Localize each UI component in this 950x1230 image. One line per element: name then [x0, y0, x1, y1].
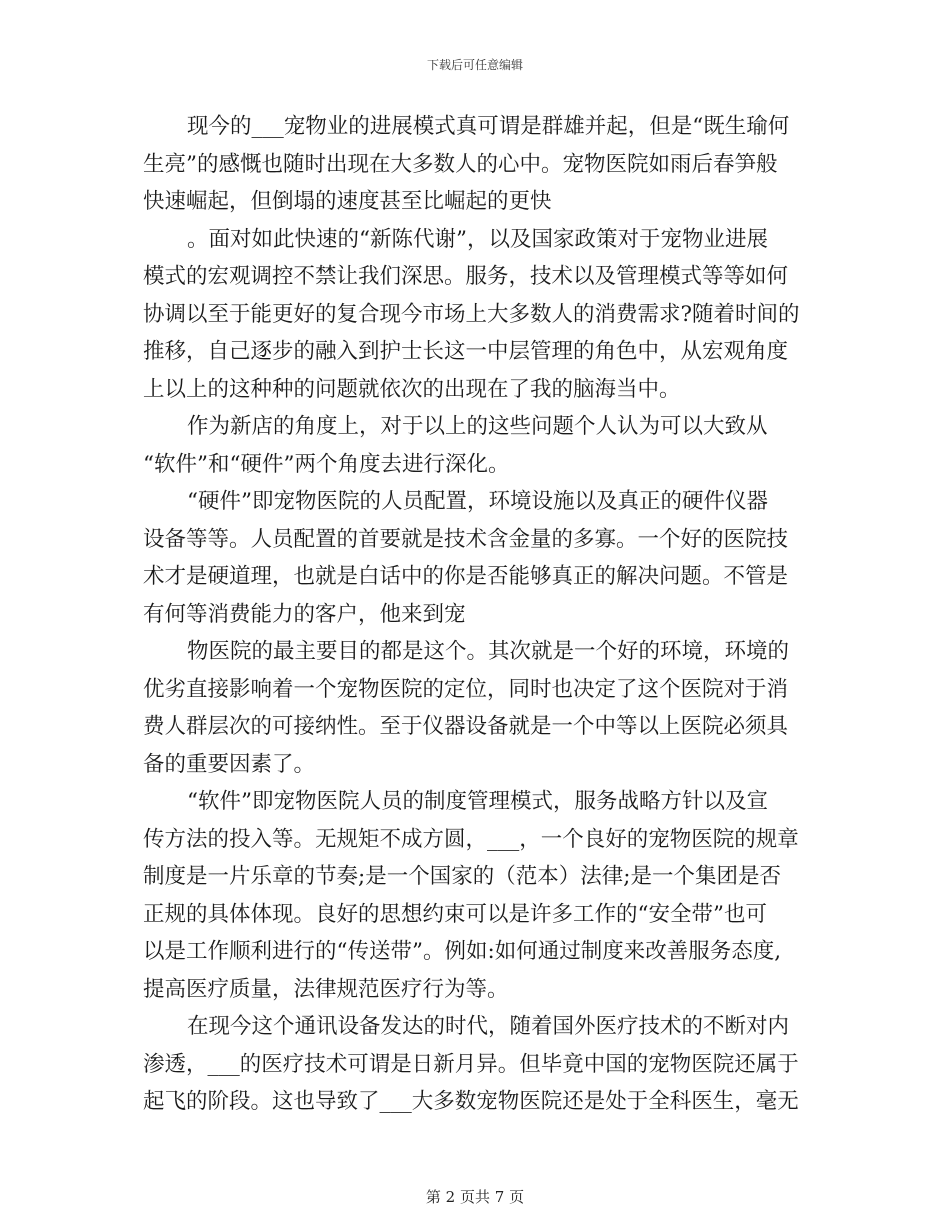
- text-line: 协调以至于能更好的复合现今市场上大多数人的消费需求?随着时间的: [143, 301, 800, 327]
- text-line: “软件”即宠物医院人员的制度管理模式，服务战略方针以及宣: [187, 789, 768, 814]
- text-line: 有何等消费能力的客户，他来到宠: [143, 601, 466, 627]
- text-line: 物医院的最主要目的都是这个。其次就是一个好的环境，环境的: [187, 639, 790, 664]
- text-line: 以是工作顺利进行的“传送带”。例如:如何通过制度来改善服务态度,: [143, 939, 782, 964]
- text-line: 快速崛起，但倒塌的速度甚至比崛起的更快: [143, 189, 552, 214]
- text-line: 生亮”的感慨也随时出现在大多数人的心中。宠物医院如雨后春笋般: [143, 151, 778, 177]
- text-line: 设备等等。人员配置的首要就是技术含金量的多寡。一个好的医院技: [143, 526, 789, 552]
- body-text: [143, 108, 823, 1121]
- text-line: 现今的___宠物业的进展模式真可谓是群雄并起，但是“既生瑜何: [187, 114, 790, 139]
- text-line: 费人群层次的可接纳性。至于仪器设备就是一个中等以上医院必须具: [143, 714, 789, 739]
- text-line: 。面对如此快速的“新陈代谢”，以及国家政策对于宠物业进展: [187, 226, 768, 252]
- text-line: 制度是一片乐章的节奏;是一个国家的（范本）法律;是一个集团是否: [143, 864, 781, 889]
- text-line: 模式的宏观调控不禁让我们深思。服务，技术以及管理模式等等如何: [143, 264, 789, 289]
- text-line: “硬件”即宠物医院的人员配置，环境设施以及真正的硬件仪器: [187, 489, 768, 514]
- page-footer: 第 2 页共 7 页: [425, 1188, 525, 1206]
- text-line: 上以上的这种种的问题就依次的出现在了我的脑海当中。: [143, 376, 681, 402]
- text-line: 优劣直接影响着一个宠物医院的定位，同时也决定了这个医院对于消: [143, 676, 789, 702]
- text-line: “软件”和“硬件”两个角度去进行深化。: [143, 451, 510, 477]
- text-line: 传方法的投入等。无规矩不成方圆，___，一个良好的宠物医院的规章: [143, 826, 799, 852]
- page-header: 下载后可任意编辑: [426, 58, 523, 72]
- text-line: 渗透，___的医疗技术可谓是日新月异。但毕竟中国的宠物医院还属于: [143, 1051, 799, 1077]
- text-line: 作为新店的角度上，对于以上的这些问题个人认为可以大致从: [187, 414, 768, 439]
- text-line: 备的重要因素了。: [143, 751, 316, 777]
- text-line: 起飞的阶段。这也导致了___大多数宠物医院还是处于全科医生，毫无: [143, 1089, 799, 1114]
- text-line: 提高医疗质量，法律规范医疗行为等。: [143, 976, 509, 1002]
- text-line: 术才是硬道理，也就是白话中的你是否能够真正的解决问题。不管是: [143, 564, 789, 589]
- text-line: 在现今这个通讯设备发达的时代，随着国外医疗技术的不断对内: [187, 1014, 790, 1039]
- text-line: 正规的具体体现。良好的思想约束可以是许多工作的“安全带”也可: [143, 901, 767, 927]
- text-line: 推移，自己逐步的融入到护士长这一中层管理的角色中，从宏观角度: [143, 339, 789, 364]
